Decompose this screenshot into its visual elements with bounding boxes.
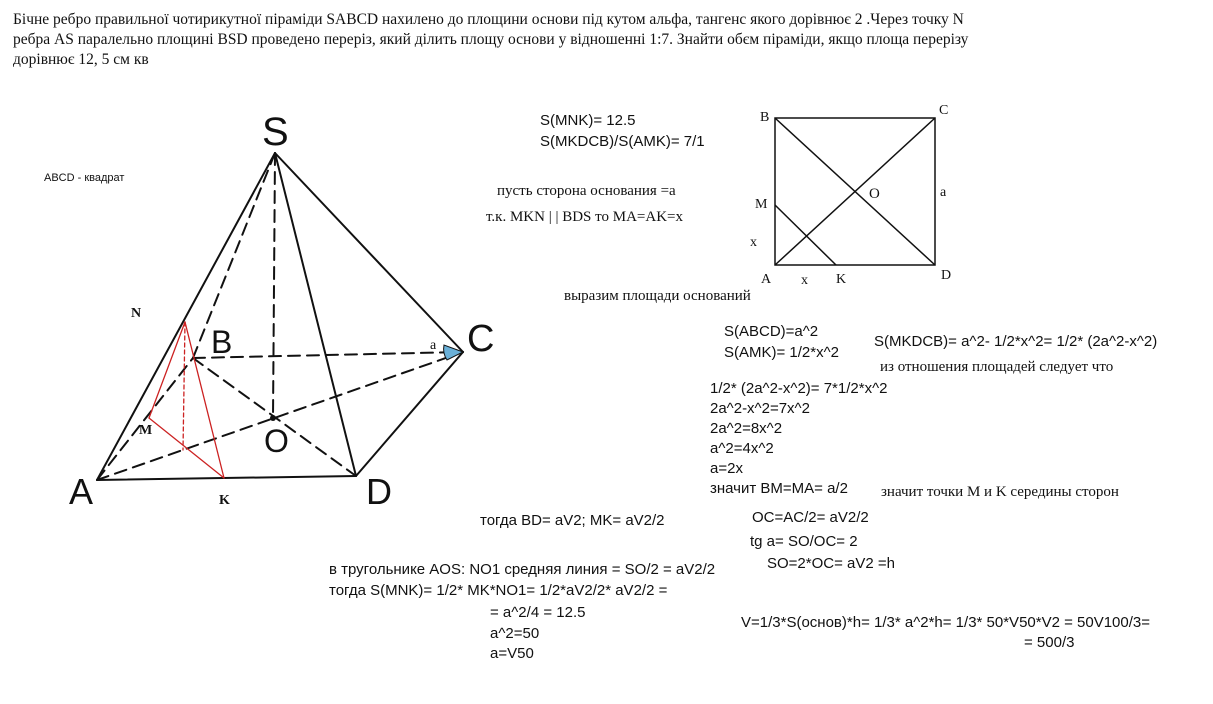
square-label-k: K [836, 272, 847, 287]
vertex-label-d: D [366, 471, 392, 512]
ratio-conclusion: из отношения площадей следует что [880, 359, 1114, 375]
vertex-label-s: S [262, 110, 289, 154]
problem-line-2: ребра AS паралельно площині BSD проведено переріз, який ділить площу основи у відношенні 1:7. Знайти обєм піраміди, якщо площа перерізу [13, 31, 969, 48]
given-area-ratio: S(MKDCB)/S(AMK)= 7/1 [540, 133, 705, 150]
square-note: ABCD - квадрат [44, 172, 125, 184]
oc-length: OC=AC/2= aV2/2 [752, 509, 869, 526]
point-label-k: K [219, 493, 230, 508]
vertex-label-a: A [69, 471, 94, 512]
vertex-label-b: B [211, 324, 233, 360]
equation-6: значит BM=MA= a/2 [710, 480, 848, 497]
square-label-c: C [939, 103, 949, 118]
midline-line-3: = a^2/4 = 12.5 [490, 604, 586, 621]
midline-line-5: a=V50 [490, 645, 534, 662]
square-label-side-a: a [940, 185, 947, 200]
volume-line-1: V=1/3*S(основ)*h= 1/3* a^2*h= 1/3* 50*V50*V2 = 50V100/3= [741, 614, 1151, 631]
parallel-note: т.к. MKN | | BDS то MA=AK=x [486, 209, 684, 225]
midline-line-4: a^2=50 [490, 625, 540, 642]
point-label-m: M [139, 423, 153, 438]
volume-line-2: = 500/3 [1024, 634, 1075, 651]
area-mkdcb: S(MKDCB)= a^2- 1/2*x^2= 1/2* (2a^2-x^2) [874, 333, 1158, 350]
midline-line-2: тогда S(MNK)= 1/2* MK*NO1= 1/2*aV2/2* aV2/2 = [329, 582, 668, 599]
problem-line-3: дорівнює 12, 5 см кв [13, 51, 149, 68]
square-label-d: D [941, 268, 952, 283]
midpoints-conclusion: значит точки M и K середины сторон [881, 484, 1119, 500]
equation-4: a^2=4x^2 [710, 440, 774, 457]
given-area-section: S(MNK)= 12.5 [540, 112, 636, 129]
height-equation: SO=2*OC= aV2 =h [767, 555, 895, 572]
square-label-a: A [761, 272, 772, 287]
diagonal-lengths: тогда BD= aV2; MK= aV2/2 [480, 512, 665, 529]
alpha-angle-marker [444, 345, 463, 360]
angle-label-alpha: a [430, 338, 437, 353]
tangent-equation: tg a= SO/OC= 2 [750, 533, 858, 550]
side-definition: пусть сторона основания =a [497, 183, 676, 199]
area-abcd: S(ABCD)=a^2 [724, 323, 819, 340]
square-label-o: O [869, 186, 880, 202]
square-diagram [775, 118, 935, 265]
equation-3: 2a^2=8x^2 [710, 420, 783, 437]
center-point [270, 415, 276, 421]
center-label-o: O [264, 423, 289, 459]
equation-1: 1/2* (2a^2-x^2)= 7*1/2*x^2 [710, 380, 888, 397]
square-label-m: M [755, 197, 768, 212]
point-label-n: N [131, 306, 142, 321]
vertex-label-c: C [467, 318, 495, 360]
square-label-b: B [760, 110, 770, 125]
express-areas-heading: выразим площади оснований [564, 288, 751, 304]
equation-5: a=2x [710, 460, 743, 477]
problem-line-1: Бічне ребро правильної чотирикутної піраміди SABCD нахилено до площини основи під кутом альфа, тангенс якого дорівнює 2 .Через точку N [13, 11, 964, 28]
square-label-x-left: x [750, 235, 757, 250]
area-amk: S(AMK)= 1/2*x^2 [724, 344, 839, 361]
midline-line-1: в тругольнике AOS: NO1 средняя линия = SO/2 = aV2/2 [329, 561, 716, 578]
square-label-x-bottom: x [801, 273, 808, 288]
equation-2: 2a^2-x^2=7x^2 [710, 400, 810, 417]
